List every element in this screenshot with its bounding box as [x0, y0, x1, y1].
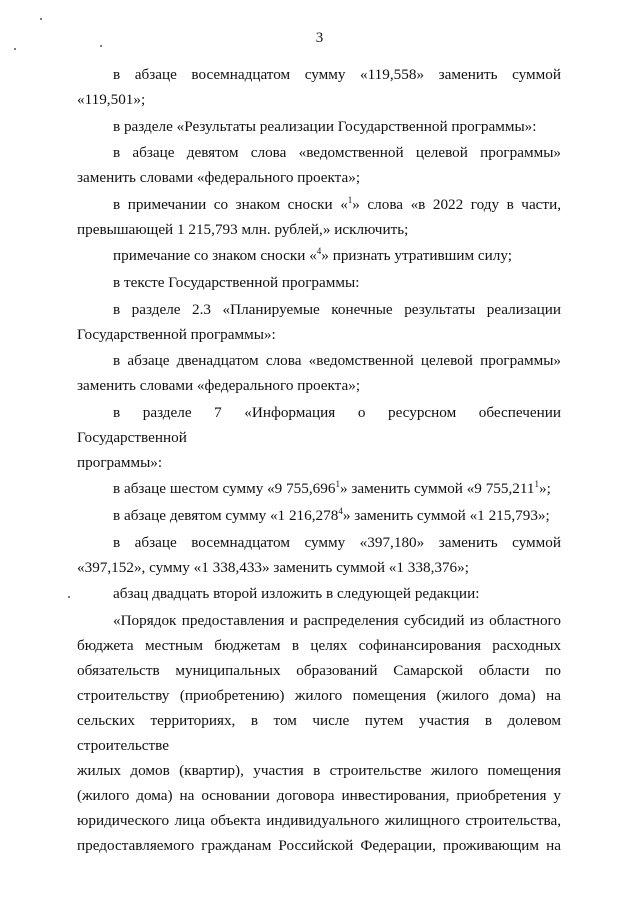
paragraph-9 [77, 400, 561, 475]
scan-speck [68, 596, 70, 598]
text-line [77, 192, 561, 217]
text-fragment: »; [539, 480, 551, 498]
text-line: превышающей 1 215,793 млн. рублей,» исключить; [77, 220, 409, 238]
text-line [77, 503, 561, 528]
text-line: сельских территориях, в том числе путем участия в долевом строительстве [77, 711, 561, 754]
text-fragment: в абзаце девятом сумму «1 216,278 [113, 506, 339, 524]
scan-speck [14, 48, 16, 50]
paragraph-7 [77, 297, 561, 347]
text-line [77, 243, 561, 268]
text-line: в разделе «Результаты реализации Государственной программы»: [113, 117, 537, 135]
text-line: заменить словами «федерального проекта»; [77, 169, 361, 187]
text-line [77, 476, 561, 501]
text-line: абзац двадцать второй изложить в следующей редакции: [113, 585, 480, 603]
text-fragment: » заменить суммой «9 755,211 [339, 480, 535, 498]
text-line: строительству (приобретению) жилого помещения (жилого дома) на [77, 686, 561, 704]
paragraph-4 [77, 192, 561, 242]
footnote-mark: 4 [316, 246, 322, 257]
text-line: в разделе 7 «Информация о ресурсном обеспечении Государственной [77, 403, 561, 446]
text-line: программы»: [77, 453, 163, 471]
scan-speck [100, 45, 102, 47]
paragraph-1 [77, 62, 561, 112]
text-fragment: в примечании со знаком сноски « [113, 195, 348, 213]
text-line: (жилого дома) на основании договора инвестирования, приобретения у [77, 786, 561, 804]
scan-speck [40, 18, 42, 20]
text-line: «Порядок предоставления и распределения субсидий из областного [113, 611, 561, 629]
text-line: в тексте Государственной программы: [113, 273, 360, 291]
footnote-mark: 1 [335, 479, 340, 490]
text-line: в абзаце восемнадцатом сумму «119,558» заменить суммой [113, 66, 561, 83]
paragraph-6 [77, 270, 561, 295]
paragraph-11 [77, 503, 561, 528]
paragraph-5 [77, 243, 561, 268]
document-body [77, 62, 561, 859]
text-line: «397,152», сумму «1 338,433» заменить суммой «1 338,376»; [77, 558, 469, 576]
text-fragment: » заменить суммой «1 215,793»; [342, 506, 550, 524]
paragraph-10 [77, 476, 561, 501]
text-line: в разделе 2.3 «Планируемые конечные результаты реализации [113, 300, 561, 318]
text-fragment: » слова «в 2022 году в части, [352, 195, 561, 213]
text-line: Государственной программы»: [77, 325, 276, 343]
text-line: в абзаце девятом слова «ведомственной целевой программы» [113, 144, 561, 162]
text-line: «119,501»; [77, 91, 146, 108]
text-line: жилых домов (квартир), участия в строительстве жилого помещения [77, 761, 561, 779]
page-number: 3 [315, 30, 324, 46]
text-line: обязательств муниципальных образований Самарской области по [77, 661, 561, 679]
paragraph-8 [77, 348, 561, 398]
paragraph-12 [77, 530, 561, 580]
text-line: предоставляемого гражданам Российской Федерации, проживающим на [77, 836, 561, 854]
footnote-mark: 1 [534, 479, 539, 490]
footnote-mark: 4 [338, 505, 343, 516]
paragraph-3 [77, 140, 561, 190]
paragraph-13 [77, 581, 561, 606]
text-line: заменить словами «федерального проекта»; [77, 377, 361, 395]
text-fragment: » признать утратившим силу; [321, 247, 512, 265]
footnote-mark: 1 [347, 194, 353, 205]
text-fragment: в абзаце шестом сумму «9 755,696 [113, 480, 336, 498]
text-line: в абзаце восемнадцатом сумму «397,180» заменить суммой [113, 533, 561, 551]
text-line: в абзаце двенадцатом слова «ведомственной целевой программы» [113, 352, 561, 370]
text-line: бюджета местным бюджетам в целях софинансирования расходных [77, 636, 561, 654]
paragraph-14 [77, 608, 561, 858]
text-line: юридического лица объекта индивидуального жилищного строительства, [77, 811, 561, 829]
text-fragment: примечание со знаком сноски « [113, 247, 317, 265]
paragraph-2 [77, 114, 561, 139]
